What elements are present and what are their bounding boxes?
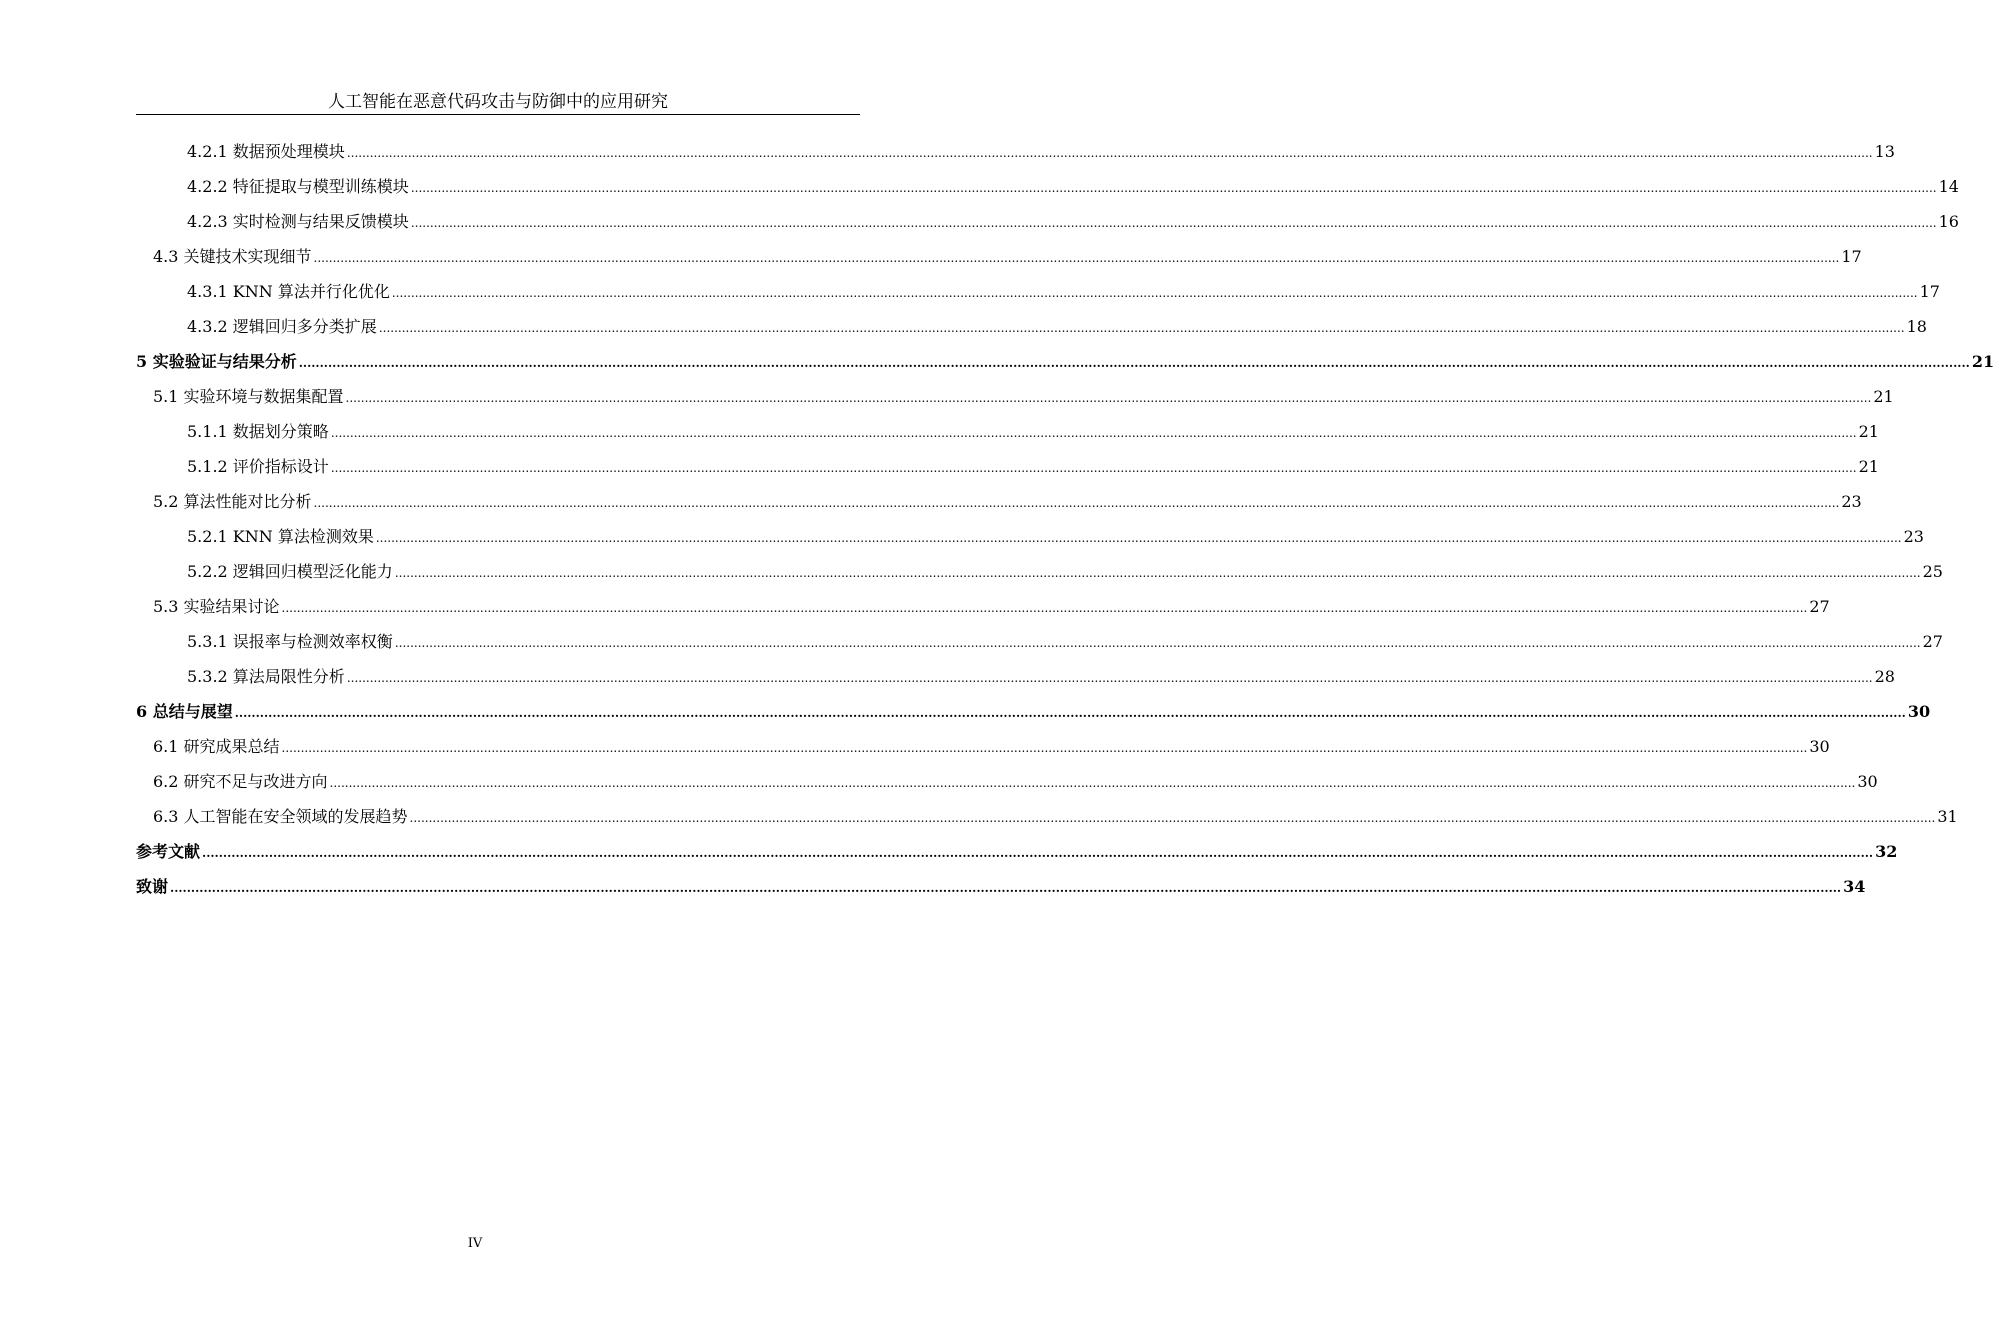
toc-entry[interactable] bbox=[153, 731, 1830, 757]
toc-entry[interactable] bbox=[136, 346, 1994, 372]
toc-entry-page: 34 bbox=[1843, 877, 1866, 896]
toc-entry-label: 5.3.1 误报率与检测效率权衡 bbox=[187, 632, 393, 651]
toc-entry-page: 31 bbox=[1937, 807, 1958, 826]
toc-entry-label: 4.3 关键技术实现细节 bbox=[153, 247, 312, 266]
toc-dot-leader: ................................................................................................................................................................................................................................................................................................................................................................................................................ bbox=[281, 601, 1808, 615]
toc-entry[interactable] bbox=[153, 766, 1878, 792]
toc-entry[interactable] bbox=[153, 486, 1862, 512]
toc-entry-page: 21 bbox=[1873, 387, 1894, 406]
toc-entry-label: 5.3 实验结果讨论 bbox=[153, 597, 280, 616]
toc-entry[interactable] bbox=[187, 171, 1959, 197]
toc-entry[interactable] bbox=[187, 416, 1879, 442]
toc-entry-label: 5.2.1 KNN 算法检测效果 bbox=[187, 527, 374, 546]
toc-entry-page: 14 bbox=[1938, 177, 1959, 196]
toc-entry-label: 6.1 研究成果总结 bbox=[153, 737, 280, 756]
toc-entry-label: 5.1.1 数据划分策略 bbox=[187, 422, 329, 441]
toc-dot-leader: ................................................................................................................................................................................................................................................................................................................................................................................................................ bbox=[346, 671, 1873, 685]
toc-entry-page: 17 bbox=[1919, 282, 1940, 301]
toc-entry-label: 4.2.1 数据预处理模块 bbox=[187, 142, 345, 161]
toc-dot-leader: ................................................................................................................................................................................................................................................................................................................................................................................................................ bbox=[410, 216, 1937, 230]
toc-entry-page: 18 bbox=[1906, 317, 1927, 336]
toc-dot-leader: ................................................................................................................................................................................................................................................................................................................................................................................................................ bbox=[409, 811, 1936, 825]
toc-entry[interactable] bbox=[187, 521, 1924, 547]
toc-entry-label: 致谢 bbox=[136, 877, 169, 896]
toc-entry-label: 4.3.2 逻辑回归多分类扩展 bbox=[187, 317, 377, 336]
toc-dot-leader: ................................................................................................................................................................................................................................................................................................................................................................................................................ bbox=[375, 531, 1902, 545]
toc-entry-page: 23 bbox=[1903, 527, 1924, 546]
toc-dot-leader: ................................................................................................................................................................................................................................................................................................................................................................................................................ bbox=[391, 286, 1918, 300]
toc-entry[interactable] bbox=[187, 661, 1895, 687]
toc-entry-page: 21 bbox=[1858, 457, 1879, 476]
toc-dot-leader: ................................................................................................................................................................................................................................................................................................................................................................................................................ bbox=[394, 566, 1921, 580]
toc-entry-label: 4.3.1 KNN 算法并行化优化 bbox=[187, 282, 390, 301]
toc-entry-page: 13 bbox=[1874, 142, 1895, 161]
toc-entry[interactable] bbox=[153, 241, 1862, 267]
toc-entry-page: 16 bbox=[1938, 212, 1959, 231]
toc-entry[interactable] bbox=[187, 556, 1943, 582]
toc-entry-label: 5.1 实验环境与数据集配置 bbox=[153, 387, 344, 406]
toc-entry-page: 27 bbox=[1809, 597, 1830, 616]
toc-dot-leader: ................................................................................................................................................................................................................................................................................................................................................................................................................ bbox=[394, 636, 1921, 650]
toc-entry[interactable] bbox=[153, 801, 1958, 827]
toc-entry-label: 5.1.2 评价指标设计 bbox=[187, 457, 329, 476]
toc-entry-label: 5.3.2 算法局限性分析 bbox=[187, 667, 345, 686]
toc-entry-page: 17 bbox=[1841, 247, 1862, 266]
toc-entry-page: 30 bbox=[1809, 737, 1830, 756]
toc-dot-leader: ................................................................................................................................................................................................................................................................................................................................................................................................................ bbox=[330, 426, 1857, 440]
toc-entry-page: 30 bbox=[1907, 702, 1931, 721]
toc-entry-label: 6 总结与展望 bbox=[136, 702, 233, 721]
toc-dot-leader: ................................................................................................................................................................................................................................................................................................................................................................................................................ bbox=[410, 181, 1937, 195]
page-number: IV bbox=[467, 1236, 483, 1251]
toc-entry[interactable] bbox=[187, 136, 1895, 162]
toc-entry-label: 4.2.3 实时检测与结果反馈模块 bbox=[187, 212, 409, 231]
toc-entry-page: 21 bbox=[1858, 422, 1879, 441]
toc-dot-leader: ................................................................................................................................................................................................................................................................................................................................................................................................................ bbox=[345, 391, 1872, 405]
toc-entry-label: 5 实验验证与结果分析 bbox=[136, 352, 297, 371]
toc-dot-leader: ................................................................................................................................................................................................................................................................................................................................................................................................................ bbox=[313, 251, 1840, 265]
document-title: 人工智能在恶意代码攻击与防御中的应用研究 bbox=[328, 92, 668, 112]
toc-dot-leader: ................................................................................................................................................................................................................................................................................................................................................................................................................ bbox=[281, 741, 1808, 755]
toc-entry[interactable] bbox=[153, 381, 1894, 407]
toc-dot-leader: ................................................................................................................................................................................................................................................................................................................................................................................................................ bbox=[313, 496, 1840, 510]
toc-dot-leader: ................................................................................................................................................................................................................................................................................................................................................................................................................ bbox=[330, 461, 1857, 475]
toc-entry-label: 4.2.2 特征提取与模型训练模块 bbox=[187, 177, 409, 196]
toc-dot-leader: ................................................................................................................................................................................................................................................................................................................................................................................................................ bbox=[202, 846, 1874, 860]
toc-entry[interactable] bbox=[187, 626, 1943, 652]
toc-entry-page: 32 bbox=[1875, 842, 1898, 861]
toc-dot-leader: ................................................................................................................................................................................................................................................................................................................................................................................................................ bbox=[298, 356, 1970, 370]
toc-entry[interactable] bbox=[153, 591, 1830, 617]
toc-entry-label: 参考文献 bbox=[136, 842, 201, 861]
toc-entry[interactable] bbox=[187, 276, 1940, 302]
toc-entry-page: 27 bbox=[1922, 632, 1943, 651]
toc-entry-page: 23 bbox=[1841, 492, 1862, 511]
toc-dot-leader: ................................................................................................................................................................................................................................................................................................................................................................................................................ bbox=[329, 776, 1856, 790]
toc-entry[interactable] bbox=[136, 696, 1931, 722]
toc-entry[interactable] bbox=[136, 836, 1898, 862]
toc-entry-label: 5.2 算法性能对比分析 bbox=[153, 492, 312, 511]
toc-dot-leader: ................................................................................................................................................................................................................................................................................................................................................................................................................ bbox=[346, 146, 1873, 160]
toc-entry[interactable] bbox=[187, 311, 1927, 337]
toc-dot-leader: ................................................................................................................................................................................................................................................................................................................................................................................................................ bbox=[234, 706, 1906, 720]
page-header bbox=[136, 90, 860, 115]
toc-entry[interactable] bbox=[187, 451, 1879, 477]
toc-dot-leader: ................................................................................................................................................................................................................................................................................................................................................................................................................ bbox=[170, 881, 1842, 895]
toc-entry-page: 25 bbox=[1922, 562, 1943, 581]
toc-entry-label: 6.3 人工智能在安全领域的发展趋势 bbox=[153, 807, 408, 826]
toc-entry-label: 6.2 研究不足与改进方向 bbox=[153, 772, 328, 791]
toc-entry[interactable] bbox=[136, 871, 1866, 897]
toc-entry-page: 28 bbox=[1874, 667, 1895, 686]
toc-dot-leader: ................................................................................................................................................................................................................................................................................................................................................................................................................ bbox=[378, 321, 1905, 335]
toc-entry[interactable] bbox=[187, 206, 1959, 232]
toc-entry-label: 5.2.2 逻辑回归模型泛化能力 bbox=[187, 562, 393, 581]
toc-entry-page: 30 bbox=[1857, 772, 1878, 791]
toc-entry-page: 21 bbox=[1971, 352, 1994, 371]
